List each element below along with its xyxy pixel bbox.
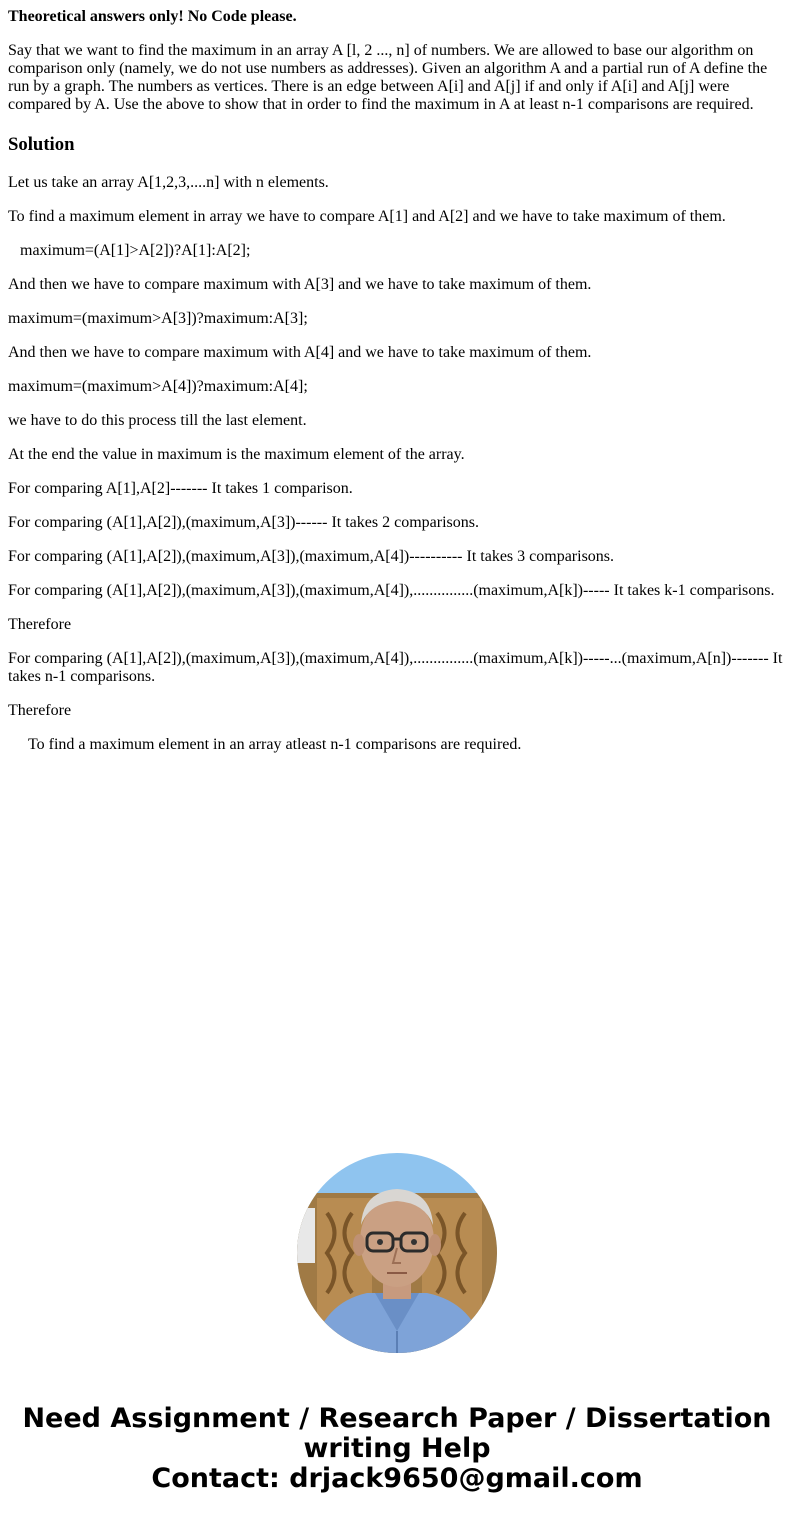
comparison-line-n: For comparing (A[1],A[2]),(maximum,A[3]),(maximum,A[4]),...............(maximum,A[k])-----...(maximum,A[n])------- It takes n-1 comparisons. bbox=[8, 650, 783, 685]
document-content bbox=[8, 8, 786, 770]
comparison-line-2: For comparing (A[1],A[2]),(maximum,A[3])------ It takes 2 comparisons. bbox=[8, 514, 479, 531]
avatar bbox=[297, 1153, 497, 1353]
comparison-line-3: For comparing (A[1],A[2]),(maximum,A[3]),(maximum,A[4])---------- It takes 3 comparisons. bbox=[8, 548, 615, 565]
solution-line-1: Let us take an array A[1,2,3,....n] with n elements. bbox=[8, 174, 329, 191]
comparison-line-k: For comparing (A[1],A[2]),(maximum,A[3]),(maximum,A[4]),...............(maximum,A[k])----- It takes k-1 comparisons. bbox=[8, 582, 775, 599]
solution-code-line-1: maximum=(A[1]>A[2])?A[1]:A[2]; bbox=[20, 242, 251, 259]
solution-line-6: At the end the value in maximum is the maximum element of the array. bbox=[8, 446, 465, 463]
question-title: Theoretical answers only! No Code please. bbox=[8, 8, 297, 25]
promo-banner bbox=[0, 1404, 794, 1494]
question-body: Say that we want to find the maximum in an array A [l, 2 ..., n] of numbers. We are allowed to base our algorithm on comparison only (namely, we do not use numbers as addresses). Given an algorithm A and a partial run of A define the run by a graph. The numbers as vertices. There is an edge between A[i] and A[j] if and only if A[i] and A[j] were compared by A. Use the above to show that in order to find the maximum in A at least n-1 comparisons are required. bbox=[8, 42, 768, 113]
therefore-2: Therefore bbox=[8, 702, 72, 719]
solution-line-3: And then we have to compare maximum with A[3] and we have to take maximum of them. bbox=[8, 276, 592, 293]
promo-contact: Contact: drjack9650@gmail.com bbox=[151, 1463, 643, 1494]
conclusion: To find a maximum element in an array atleast n-1 comparisons are required. bbox=[28, 736, 522, 753]
promo-line-1: Need Assignment / Research Paper / Dissertation bbox=[22, 1403, 772, 1434]
solution-line-4: And then we have to compare maximum with A[4] and we have to take maximum of them. bbox=[8, 344, 592, 361]
comparison-line-1: For comparing A[1],A[2]------- It takes 1 comparison. bbox=[8, 480, 353, 497]
solution-heading: Solution bbox=[8, 134, 75, 155]
promo-line-2: writing Help bbox=[303, 1433, 491, 1464]
person-portrait-icon bbox=[297, 1153, 497, 1353]
solution-line-2: To find a maximum element in array we have to compare A[1] and A[2] and we have to take maximum of them. bbox=[8, 208, 726, 225]
solution-line-5: we have to do this process till the last element. bbox=[8, 412, 307, 429]
therefore-1: Therefore bbox=[8, 616, 72, 633]
solution-code-line-3: maximum=(maximum>A[4])?maximum:A[4]; bbox=[8, 378, 308, 395]
solution-code-line-2: maximum=(maximum>A[3])?maximum:A[3]; bbox=[8, 310, 308, 327]
